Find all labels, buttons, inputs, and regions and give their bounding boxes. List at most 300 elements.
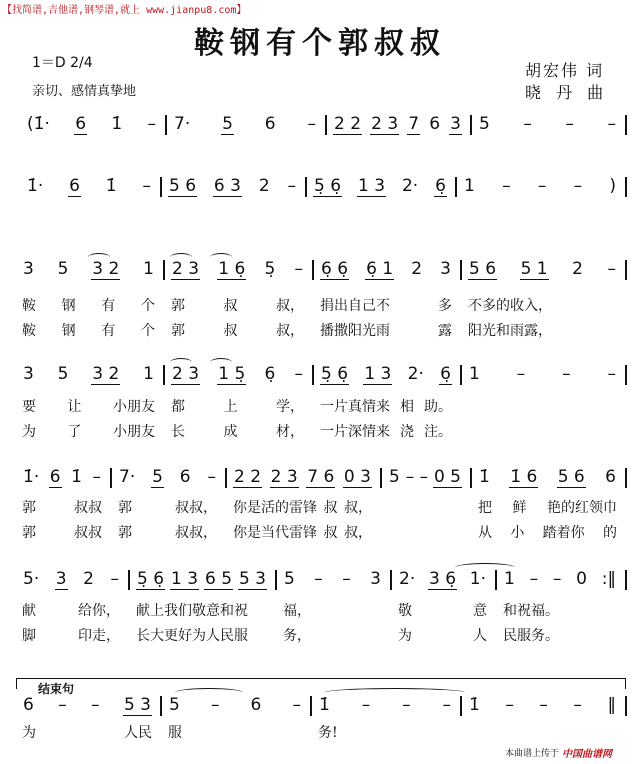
lyric-segment <box>160 722 310 742</box>
lyric-word: 不多的收入， <box>468 298 552 314</box>
lyric-word: 露 <box>438 323 452 339</box>
lyric-word: 助。 <box>424 399 452 415</box>
note: – <box>505 695 514 715</box>
note: – <box>361 695 371 715</box>
lyric-word: 务， <box>283 628 311 644</box>
measure <box>312 364 460 385</box>
measure <box>18 114 165 135</box>
barline <box>310 696 312 716</box>
lyricist-credit: 胡宏伟 词 <box>525 61 605 80</box>
note: 5 3 <box>238 569 266 589</box>
note: (1̇· <box>27 114 50 134</box>
note: 6 <box>264 114 276 134</box>
note: 5 1 <box>520 259 548 279</box>
lyric-word: 献上我们敬意和祝 <box>136 603 248 619</box>
lyric-word: 播撒阳光雨 <box>320 323 390 339</box>
note: 5 <box>57 364 69 384</box>
note: 5 3 <box>123 695 151 715</box>
note: – <box>523 114 532 134</box>
lyric-word: 有 <box>101 323 116 339</box>
lyric-segment <box>310 722 460 742</box>
note: – <box>529 569 539 589</box>
note: 1 5̣ <box>218 364 246 384</box>
note: 1̇ <box>105 176 117 196</box>
barline <box>380 468 382 488</box>
note: 3 2 <box>92 259 120 279</box>
lyric-segment <box>460 295 625 315</box>
note: 0 <box>576 569 587 589</box>
note: – <box>147 114 156 134</box>
barline <box>625 177 627 197</box>
measure <box>390 569 495 590</box>
note: – <box>294 364 303 384</box>
lyric-segment <box>14 295 163 315</box>
note: 6 <box>69 176 80 196</box>
lyric-word: 鞍 <box>22 323 36 339</box>
lyric-segment <box>128 600 275 620</box>
lyric-word: 意 <box>473 603 487 619</box>
note: – <box>539 695 548 715</box>
measure <box>14 259 163 280</box>
note: 2 <box>258 176 270 196</box>
lyric-word: 叔 <box>223 323 238 339</box>
note: 1 3 <box>357 176 386 196</box>
note: 1· <box>469 569 486 589</box>
lyric-segment <box>163 295 312 315</box>
lyric-word: 你是活的雷锋 <box>233 500 317 516</box>
measure <box>380 467 470 488</box>
note: – <box>562 364 571 384</box>
measure <box>163 259 312 280</box>
note: 5̣ 6̣ <box>321 364 349 384</box>
measure <box>165 114 325 135</box>
note: – <box>607 259 616 279</box>
note: – <box>294 259 303 279</box>
note: 5 6 <box>469 259 497 279</box>
note: 1 <box>143 259 154 279</box>
note: 3 <box>23 259 34 279</box>
note: 2· <box>399 569 416 589</box>
note: 5 <box>152 467 163 487</box>
note: 2 <box>411 259 423 279</box>
slur <box>210 253 232 262</box>
slur <box>170 358 192 367</box>
note: 2· <box>401 176 419 196</box>
note: – <box>537 176 547 196</box>
note: 6 <box>75 114 87 134</box>
note: 3 6̣ <box>428 569 457 589</box>
lyric-segment <box>470 497 625 517</box>
note: ) <box>609 176 616 196</box>
note: 3 <box>370 569 381 589</box>
note: 1 <box>504 569 515 589</box>
note: 0 3 <box>343 467 371 487</box>
lyric-word: 多 <box>438 298 452 314</box>
lyric-word: 叔， <box>344 525 372 541</box>
measure <box>14 695 160 716</box>
lyric-word: 叔 <box>223 298 238 314</box>
note: ‖ <box>607 695 616 715</box>
barline <box>460 365 462 385</box>
note: 5̣ <box>264 259 276 279</box>
lyric-word: 民服务。 <box>503 628 559 644</box>
slur <box>325 688 465 697</box>
note: 6 5 <box>204 569 233 589</box>
lyric-word: 小朋友 <box>113 424 155 440</box>
lyric-word: 相 <box>400 399 414 415</box>
lyric-word: 钢 <box>61 298 76 314</box>
note: – <box>307 114 316 134</box>
measure <box>310 695 460 715</box>
lyric-segment <box>110 522 225 542</box>
barline <box>305 177 307 197</box>
lyric-word: 福， <box>283 603 311 619</box>
note: 1 3 <box>364 364 392 384</box>
note: – – <box>405 467 429 487</box>
note: – <box>565 114 574 134</box>
lyric-word: 个 <box>140 323 155 339</box>
note: – <box>207 467 216 487</box>
lyric-word: 和祝福。 <box>503 603 559 619</box>
lyric-word: 叔， <box>276 323 304 339</box>
note: 2 2 <box>334 114 362 134</box>
note: 1 6̣ <box>218 259 246 279</box>
note: 6 <box>429 114 441 134</box>
note: 3 <box>55 569 67 589</box>
note: – <box>516 364 526 384</box>
note: 2· <box>407 364 424 384</box>
lyric-word: 材， <box>276 424 304 440</box>
measure <box>14 569 128 590</box>
barline <box>163 365 165 385</box>
lyric-segment <box>14 320 163 340</box>
lyric-word: 郭 <box>22 525 36 541</box>
lyric-segment <box>14 722 160 742</box>
note: 2 3 <box>172 364 200 384</box>
barline <box>625 260 627 280</box>
note: 6 <box>179 467 191 487</box>
note: 5 <box>57 259 69 279</box>
lyric-word: 叔叔 <box>74 525 102 541</box>
note: 6̣ <box>440 364 451 384</box>
lyric-segment <box>312 421 460 441</box>
lyric-word: 阳光和雨露， <box>468 323 552 339</box>
lyric-word: 都 <box>171 399 185 415</box>
key-signature: 1＝D 2/4 <box>32 55 93 71</box>
note: – <box>92 467 101 487</box>
barline <box>455 177 457 197</box>
measure <box>455 176 625 196</box>
note: 5 6 <box>169 176 197 196</box>
slur <box>455 563 515 572</box>
note: 1̇ <box>111 114 123 134</box>
song-title: 鞍钢有个郭叔叔 <box>194 26 446 61</box>
lyric-word: 敬 <box>398 603 412 619</box>
note: 6̣ <box>264 364 276 384</box>
note: 3 <box>23 364 34 384</box>
barline <box>625 365 627 385</box>
barline <box>275 570 277 590</box>
barline <box>165 115 167 135</box>
note: 3 <box>450 114 461 134</box>
lyric-segment <box>275 600 390 620</box>
measure <box>305 176 455 197</box>
composer-credit: 晓 丹 曲 <box>525 83 609 102</box>
note: – <box>210 695 220 715</box>
lyric-word: 学， <box>276 399 304 415</box>
lyric-word: 务! <box>318 725 338 741</box>
lyric-segment <box>275 625 390 645</box>
measure <box>160 695 310 715</box>
footer-text: 本曲谱上传于 <box>505 749 560 759</box>
note: 5 <box>169 695 180 715</box>
lyric-word: 一片真情来 <box>320 399 390 415</box>
note: 6̣ 1 <box>366 259 394 279</box>
lyric-word: 脚 <box>22 628 36 644</box>
lyric-word: 叔叔， <box>175 525 217 541</box>
lyric-word: 鲜 <box>512 500 527 516</box>
lyric-word: 郭 <box>118 525 132 541</box>
barline <box>128 570 130 590</box>
lyric-segment <box>225 497 380 517</box>
measure <box>470 114 625 134</box>
note: :‖ <box>601 569 616 589</box>
note: 1 3 <box>170 569 199 589</box>
note: 2 3 <box>371 114 399 134</box>
lyric-segment <box>495 625 625 645</box>
measure <box>495 569 625 589</box>
footer-credit <box>505 745 612 760</box>
note: 7· <box>174 114 191 134</box>
measure <box>460 259 625 280</box>
note: – <box>142 176 151 196</box>
lyric-segment <box>390 600 495 620</box>
note: 6̣ <box>435 176 446 196</box>
note: 7 6 <box>307 467 335 487</box>
measure <box>110 467 225 488</box>
note: 5̣ 6̣ <box>137 569 165 589</box>
note: 5 <box>389 467 400 487</box>
lyric-segment <box>14 421 163 441</box>
lyric-word: 郭 <box>171 298 185 314</box>
note: 2 2 <box>234 467 262 487</box>
note: 6 <box>605 467 616 487</box>
lyric-word: 献 <box>22 603 36 619</box>
slur <box>170 253 192 262</box>
note: – <box>110 569 119 589</box>
lyric-word: 艳的红领巾 <box>547 500 617 516</box>
note: 6 <box>23 695 34 715</box>
lyric-word: 让 <box>67 399 82 415</box>
note: – <box>573 695 582 715</box>
lyric-segment <box>460 320 625 340</box>
barline <box>625 115 627 135</box>
barline <box>225 468 227 488</box>
lyric-word: 钢 <box>61 323 76 339</box>
barline <box>470 115 472 135</box>
barline <box>312 365 314 385</box>
lyric-word: 人民 <box>124 725 152 741</box>
site-banner: 【找简谱,吉他谱,钢琴谱,就上 www.jianpu8.com】 <box>2 5 247 16</box>
note: 2 <box>572 259 583 279</box>
note: – <box>402 695 411 715</box>
barline <box>312 260 314 280</box>
lyric-segment <box>312 320 460 340</box>
measure <box>460 364 625 384</box>
measure <box>160 176 305 197</box>
lyric-word: 要 <box>22 399 36 415</box>
lyric-word: 叔叔， <box>175 500 217 516</box>
measure <box>325 114 470 135</box>
lyric-word: 印走， <box>78 628 120 644</box>
lyric-word: 人 <box>473 628 487 644</box>
lyric-word: 郭 <box>171 323 185 339</box>
lyric-segment <box>14 600 128 620</box>
note: – <box>442 695 451 715</box>
lyric-word: 为 <box>22 725 36 741</box>
lyric-segment <box>163 421 312 441</box>
note: – <box>573 176 583 196</box>
lyric-segment <box>14 522 110 542</box>
note: – <box>607 114 616 134</box>
lyric-segment <box>312 396 460 416</box>
note: 1 <box>469 364 480 384</box>
lyric-word: 的 <box>602 525 617 541</box>
note: 1 <box>143 364 154 384</box>
lyric-word: 踏着你 <box>542 525 585 541</box>
measure <box>18 176 160 197</box>
barline <box>325 115 327 135</box>
note: 2 3 <box>270 467 298 487</box>
slur <box>88 253 110 262</box>
note: – <box>314 569 323 589</box>
lyric-segment <box>163 320 312 340</box>
note: 5 <box>222 114 233 134</box>
note: 6 3 <box>213 176 241 196</box>
lyric-word: 郭 <box>22 500 36 516</box>
note: 1̇· <box>27 176 44 196</box>
lyric-segment <box>225 522 380 542</box>
lyric-segment <box>14 497 110 517</box>
lyric-segment <box>14 396 163 416</box>
note: 1̇ 6 <box>510 467 538 487</box>
lyric-word: 为 <box>22 424 36 440</box>
lyric-word: 叔叔 <box>74 500 102 516</box>
lyric-word: 你是当代雷锋 <box>233 525 317 541</box>
note: 7 <box>408 114 420 134</box>
note: 3 2 <box>92 364 120 384</box>
measure <box>14 467 110 488</box>
slur <box>210 358 232 367</box>
barline <box>460 260 462 280</box>
lyric-word: 长大更好为人民服 <box>136 628 248 644</box>
ending-bracket <box>16 678 626 689</box>
lyric-word: 给你， <box>78 603 120 619</box>
lyric-segment <box>470 522 625 542</box>
note: 5 <box>479 114 490 134</box>
note: – <box>91 695 100 715</box>
measure <box>470 467 625 488</box>
note: 1 <box>464 176 475 196</box>
lyric-word: 长 <box>171 424 185 440</box>
lyric-word: 注。 <box>424 424 452 440</box>
barline <box>110 468 112 488</box>
lyric-segment <box>110 497 225 517</box>
note: – <box>342 569 351 589</box>
lyric-word: 个 <box>140 298 155 314</box>
barline <box>163 260 165 280</box>
site-logo[interactable]: 中国曲谱网 <box>562 749 613 760</box>
note: 5̣ 6̣ <box>314 176 342 196</box>
expression-marking: 亲切、感情真挚地 <box>32 84 137 99</box>
lyric-word: 捐出自己不 <box>320 298 390 314</box>
measure <box>225 467 380 488</box>
lyric-word: 为 <box>398 628 412 644</box>
barline <box>470 468 472 488</box>
barline <box>390 570 392 590</box>
note: 6 <box>49 467 61 487</box>
lyric-word: 小 <box>510 525 525 541</box>
lyric-word: 一片深情来 <box>320 424 390 440</box>
measure <box>275 569 390 589</box>
note: – <box>502 176 511 196</box>
lyric-word: 叔， <box>276 298 304 314</box>
note: 2 <box>83 569 94 589</box>
lyric-segment <box>163 396 312 416</box>
note: – <box>58 695 67 715</box>
note: 1̇ <box>319 695 330 715</box>
note: 1̇ <box>469 695 480 715</box>
lyric-word: 从 <box>478 525 492 541</box>
lyric-word: 叔， <box>344 500 372 516</box>
measure <box>163 364 312 385</box>
lyric-word: 鞍 <box>22 298 36 314</box>
lyric-word: 上 <box>223 399 238 415</box>
lyric-word: 服 <box>168 725 182 741</box>
note: 1̇· <box>23 467 40 487</box>
note: 2 3 <box>172 259 200 279</box>
lyric-segment <box>495 600 625 620</box>
note: 7· <box>119 467 136 487</box>
note: – <box>292 695 301 715</box>
note: 6 <box>250 695 262 715</box>
lyric-word: 叔 <box>323 525 338 541</box>
lyric-segment <box>312 295 460 315</box>
lyric-word: 把 <box>478 500 492 516</box>
barline <box>625 468 627 488</box>
measure <box>128 569 275 590</box>
ending-label: 结束句 <box>38 682 75 696</box>
barline <box>460 696 462 716</box>
note: 5 <box>284 569 295 589</box>
lyric-segment <box>390 625 495 645</box>
measure <box>460 695 625 715</box>
note: 1̇ <box>479 467 490 487</box>
slur <box>175 688 243 697</box>
lyric-word: 成 <box>223 424 238 440</box>
lyric-word: 郭 <box>118 500 132 516</box>
measure <box>312 259 460 280</box>
lyric-word: 有 <box>101 298 116 314</box>
barline <box>625 570 627 590</box>
barline <box>160 177 162 197</box>
note: – <box>552 569 562 589</box>
note: 5· <box>23 569 40 589</box>
note: 1̇ <box>71 467 82 487</box>
lyric-segment <box>128 625 275 645</box>
measure <box>14 364 163 385</box>
lyric-word: 小朋友 <box>113 399 155 415</box>
